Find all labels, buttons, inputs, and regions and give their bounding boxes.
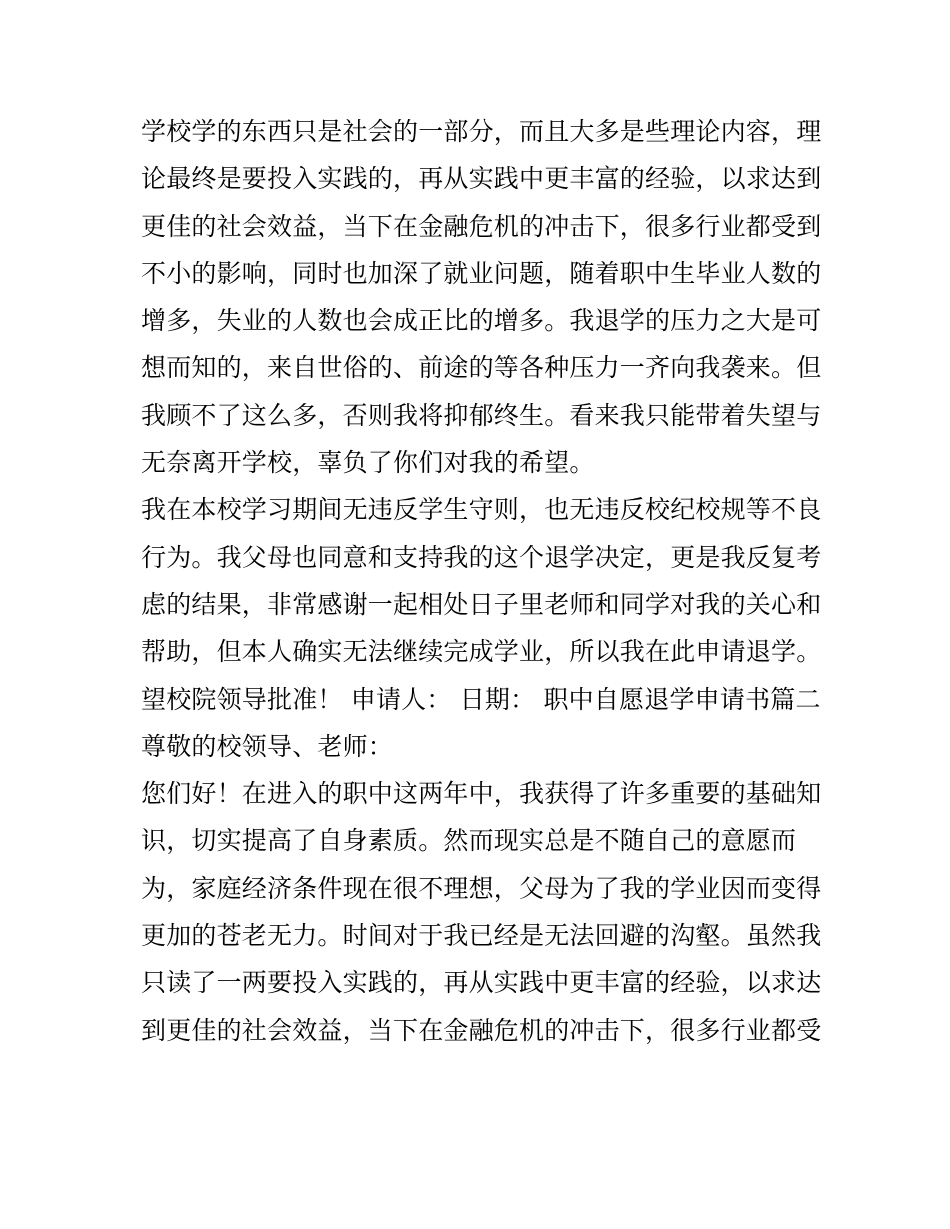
text-line: 不小的影响，同时也加深了就业问题，随着职中生毕业人数的 — [141, 258, 822, 288]
text-line: 到更佳的社会效益，当下在金融危机的冲击下，很多行业都受 — [141, 1015, 822, 1045]
text-line: 只读了一两要投入实践的，再从实践中更丰富的经验，以求达 — [141, 968, 822, 998]
text-line: 更佳的社会效益，当下在金融危机的冲击下，很多行业都受到 — [141, 211, 822, 241]
text-line: 帮助，但本人确实无法继续完成学业，所以我在此申请退学。 — [141, 637, 822, 667]
text-line: 增多，失业的人数也会成正比的增多。我退学的压力之大是可 — [141, 306, 822, 336]
text-line: 虑的结果，非常感谢一起相处日子里老师和同学对我的关心和 — [141, 589, 822, 619]
text-line: 行为。我父母也同意和支持我的这个退学决定，更是我反复考 — [141, 542, 822, 572]
text-line: 尊敬的校领导、老师： — [141, 731, 394, 761]
text-line: 识，切实提高了自身素质。然而现实总是不随自己的意愿而 — [141, 826, 797, 856]
text-line: 学校学的东西只是社会的一部分，而且大多是些理论内容，理 — [141, 117, 822, 146]
text-line: 想而知的，来自世俗的、前途的等各种压力一齐向我袭来。但 — [141, 353, 822, 383]
text-line: 望校院领导批准！ 申请人： 日期： 职中自愿退学申请书篇二 — [141, 684, 821, 714]
text-line: 更加的苍老无力。时间对于我已经是无法回避的沟壑。虽然我 — [141, 921, 822, 951]
text-line: 我在本校学习期间无违反学生守则，也无违反校纪校规等不良 — [141, 495, 822, 525]
text-line: 您们好！在进入的职中这两年中，我获得了许多重要的基础知 — [141, 779, 822, 809]
body-text — [141, 108, 821, 1054]
text-line: 无奈离开学校，辜负了你们对我的希望。 — [141, 448, 595, 478]
text-line: 论最终是要投入实践的，再从实践中更丰富的经验，以求达到 — [141, 164, 822, 194]
text-line: 我顾不了这么多，否则我将抑郁终生。看来我只能带着失望与 — [141, 400, 822, 430]
text-line: 为，家庭经济条件现在很不理想，父母为了我的学业因而变得 — [141, 873, 822, 903]
